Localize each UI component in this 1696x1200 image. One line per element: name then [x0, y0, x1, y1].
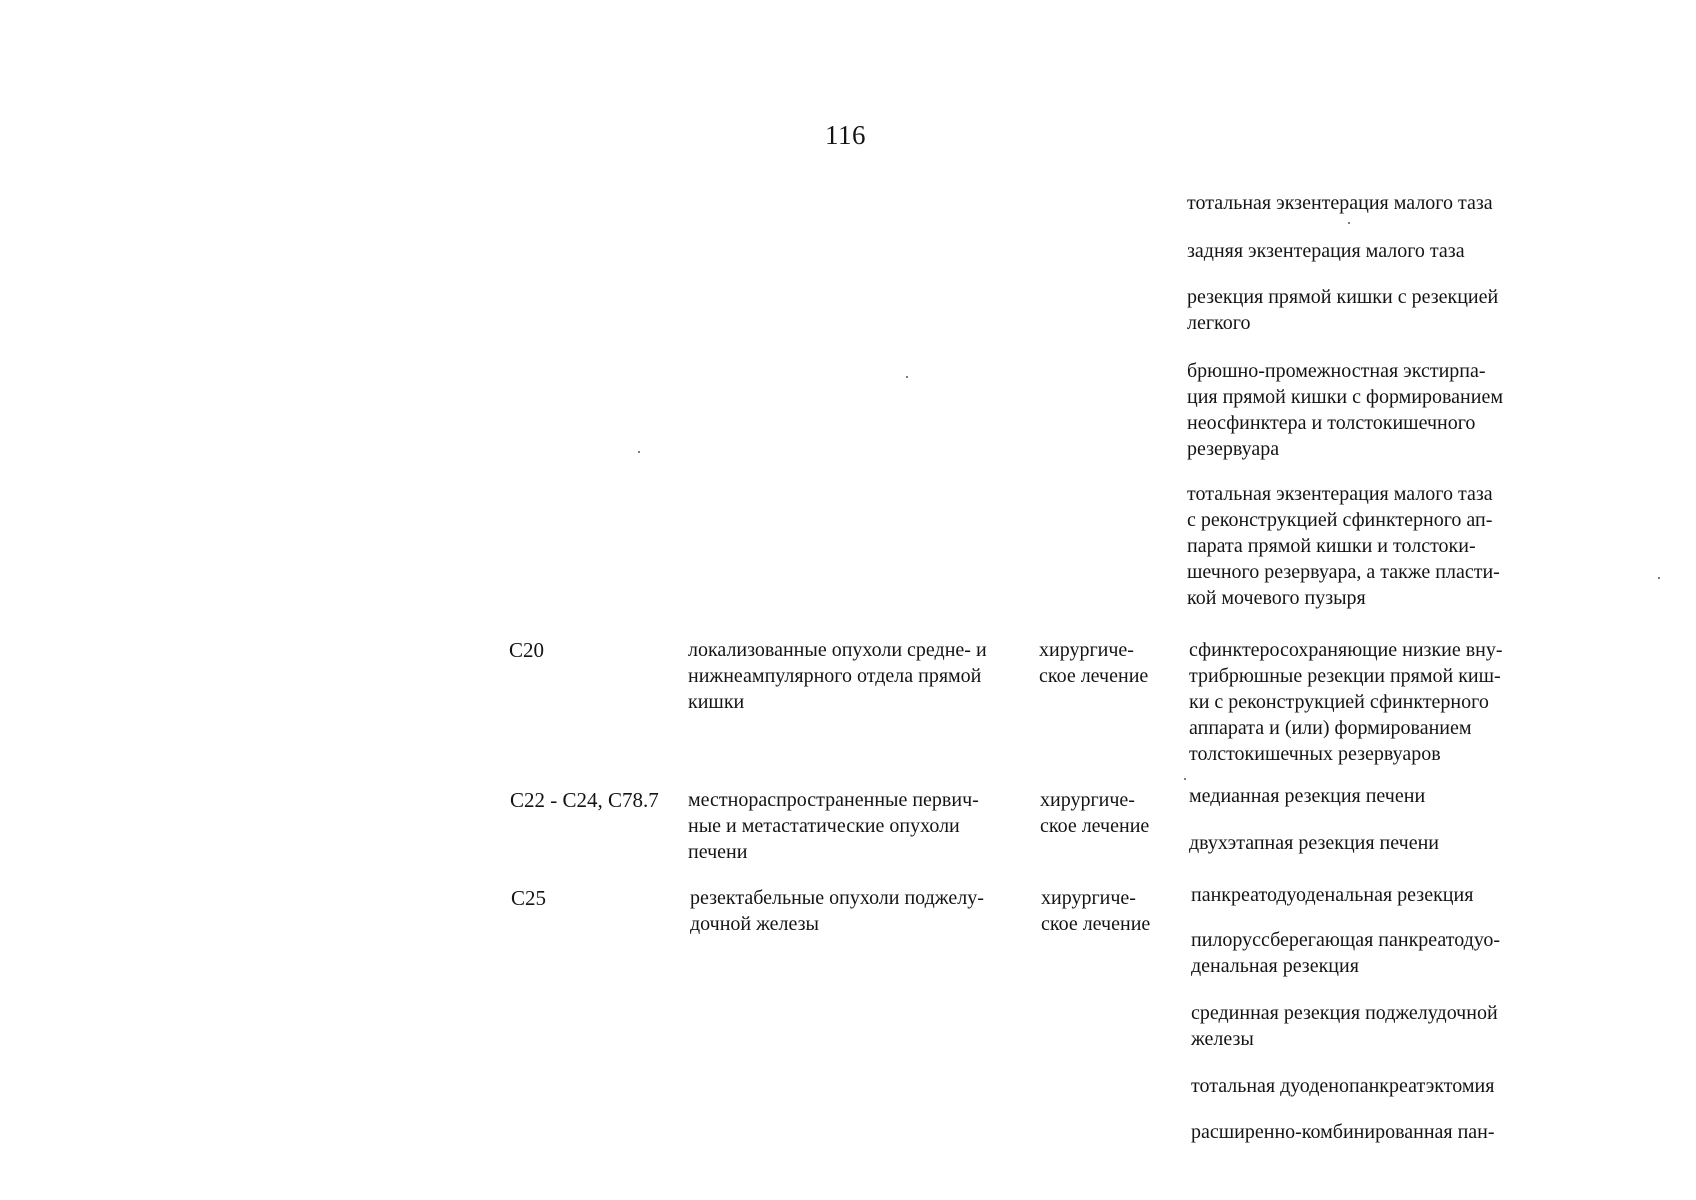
scan-speck [906, 376, 908, 378]
row-treatment-c20: хирургиче- ское лечение [1039, 639, 1149, 687]
row-treatment-c25: хирургиче- ское лечение [1041, 887, 1151, 935]
row-method-c25-4: тотальная дуоденопанкреатэктомия [1191, 1075, 1495, 1097]
row-method-c25-3: срединная резекция поджелудочной железы [1191, 1002, 1498, 1050]
page-number: 116 [825, 120, 866, 150]
carryover-method-5: тотальная экзентерация малого таза с реконструкцией сфинктерного ап- парата прямой кишки и толстоки- шечного резервуара, а также пласти- кой мочевого пузыря [1187, 483, 1500, 609]
carryover-method-2: задняя экзентерация малого таза [1187, 240, 1465, 262]
scan-speck [1184, 778, 1186, 780]
row-code-c20: C20 [509, 638, 545, 662]
row-method-c25-5: расширенно-комбинированная пан- [1191, 1121, 1495, 1143]
scan-speck [638, 451, 640, 453]
carryover-method-4: брюшно-промежностная экстирпа- ция прямой кишки с формированием неосфинктера и толстокишечного резервуара [1187, 360, 1503, 460]
row-method-c22-c24-2: двухэтапная резекция печени [1189, 832, 1439, 854]
carryover-method-3: резекция прямой кишки с резекцией легкого [1187, 286, 1499, 334]
row-diagnosis-c22-c24: местнораспространенные первич- ные и метастатические опухоли печени [688, 789, 979, 863]
row-code-c22-c24: C22 - C24, C78.7 [510, 788, 659, 812]
scan-speck [1658, 577, 1660, 579]
row-method-c20-1: сфинктеросохраняющие низкие вну- трибрюшные резекции прямой киш- ки с реконструкцией сфинктерного аппарата и (или) формированием толстокишечных резервуаров [1189, 639, 1503, 765]
scan-speck [1348, 222, 1350, 224]
row-treatment-c22-c24: хирургиче- ское лечение [1040, 789, 1150, 837]
row-code-c25: C25 [511, 886, 547, 910]
carryover-method-1: тотальная экзентерация малого таза [1187, 192, 1493, 214]
row-diagnosis-c25: резектабельные опухоли поджелу- дочной железы [690, 887, 984, 935]
row-method-c25-2: пилоруссберегающая панкреатодуо- денальная резекция [1191, 929, 1501, 977]
row-method-c22-c24-1: медианная резекция печени [1189, 785, 1426, 807]
row-method-c25-1: панкреатодуоденальная резекция [1191, 884, 1474, 906]
row-diagnosis-c20: локализованные опухоли средне- и нижнеампулярного отдела прямой кишки [688, 639, 987, 713]
